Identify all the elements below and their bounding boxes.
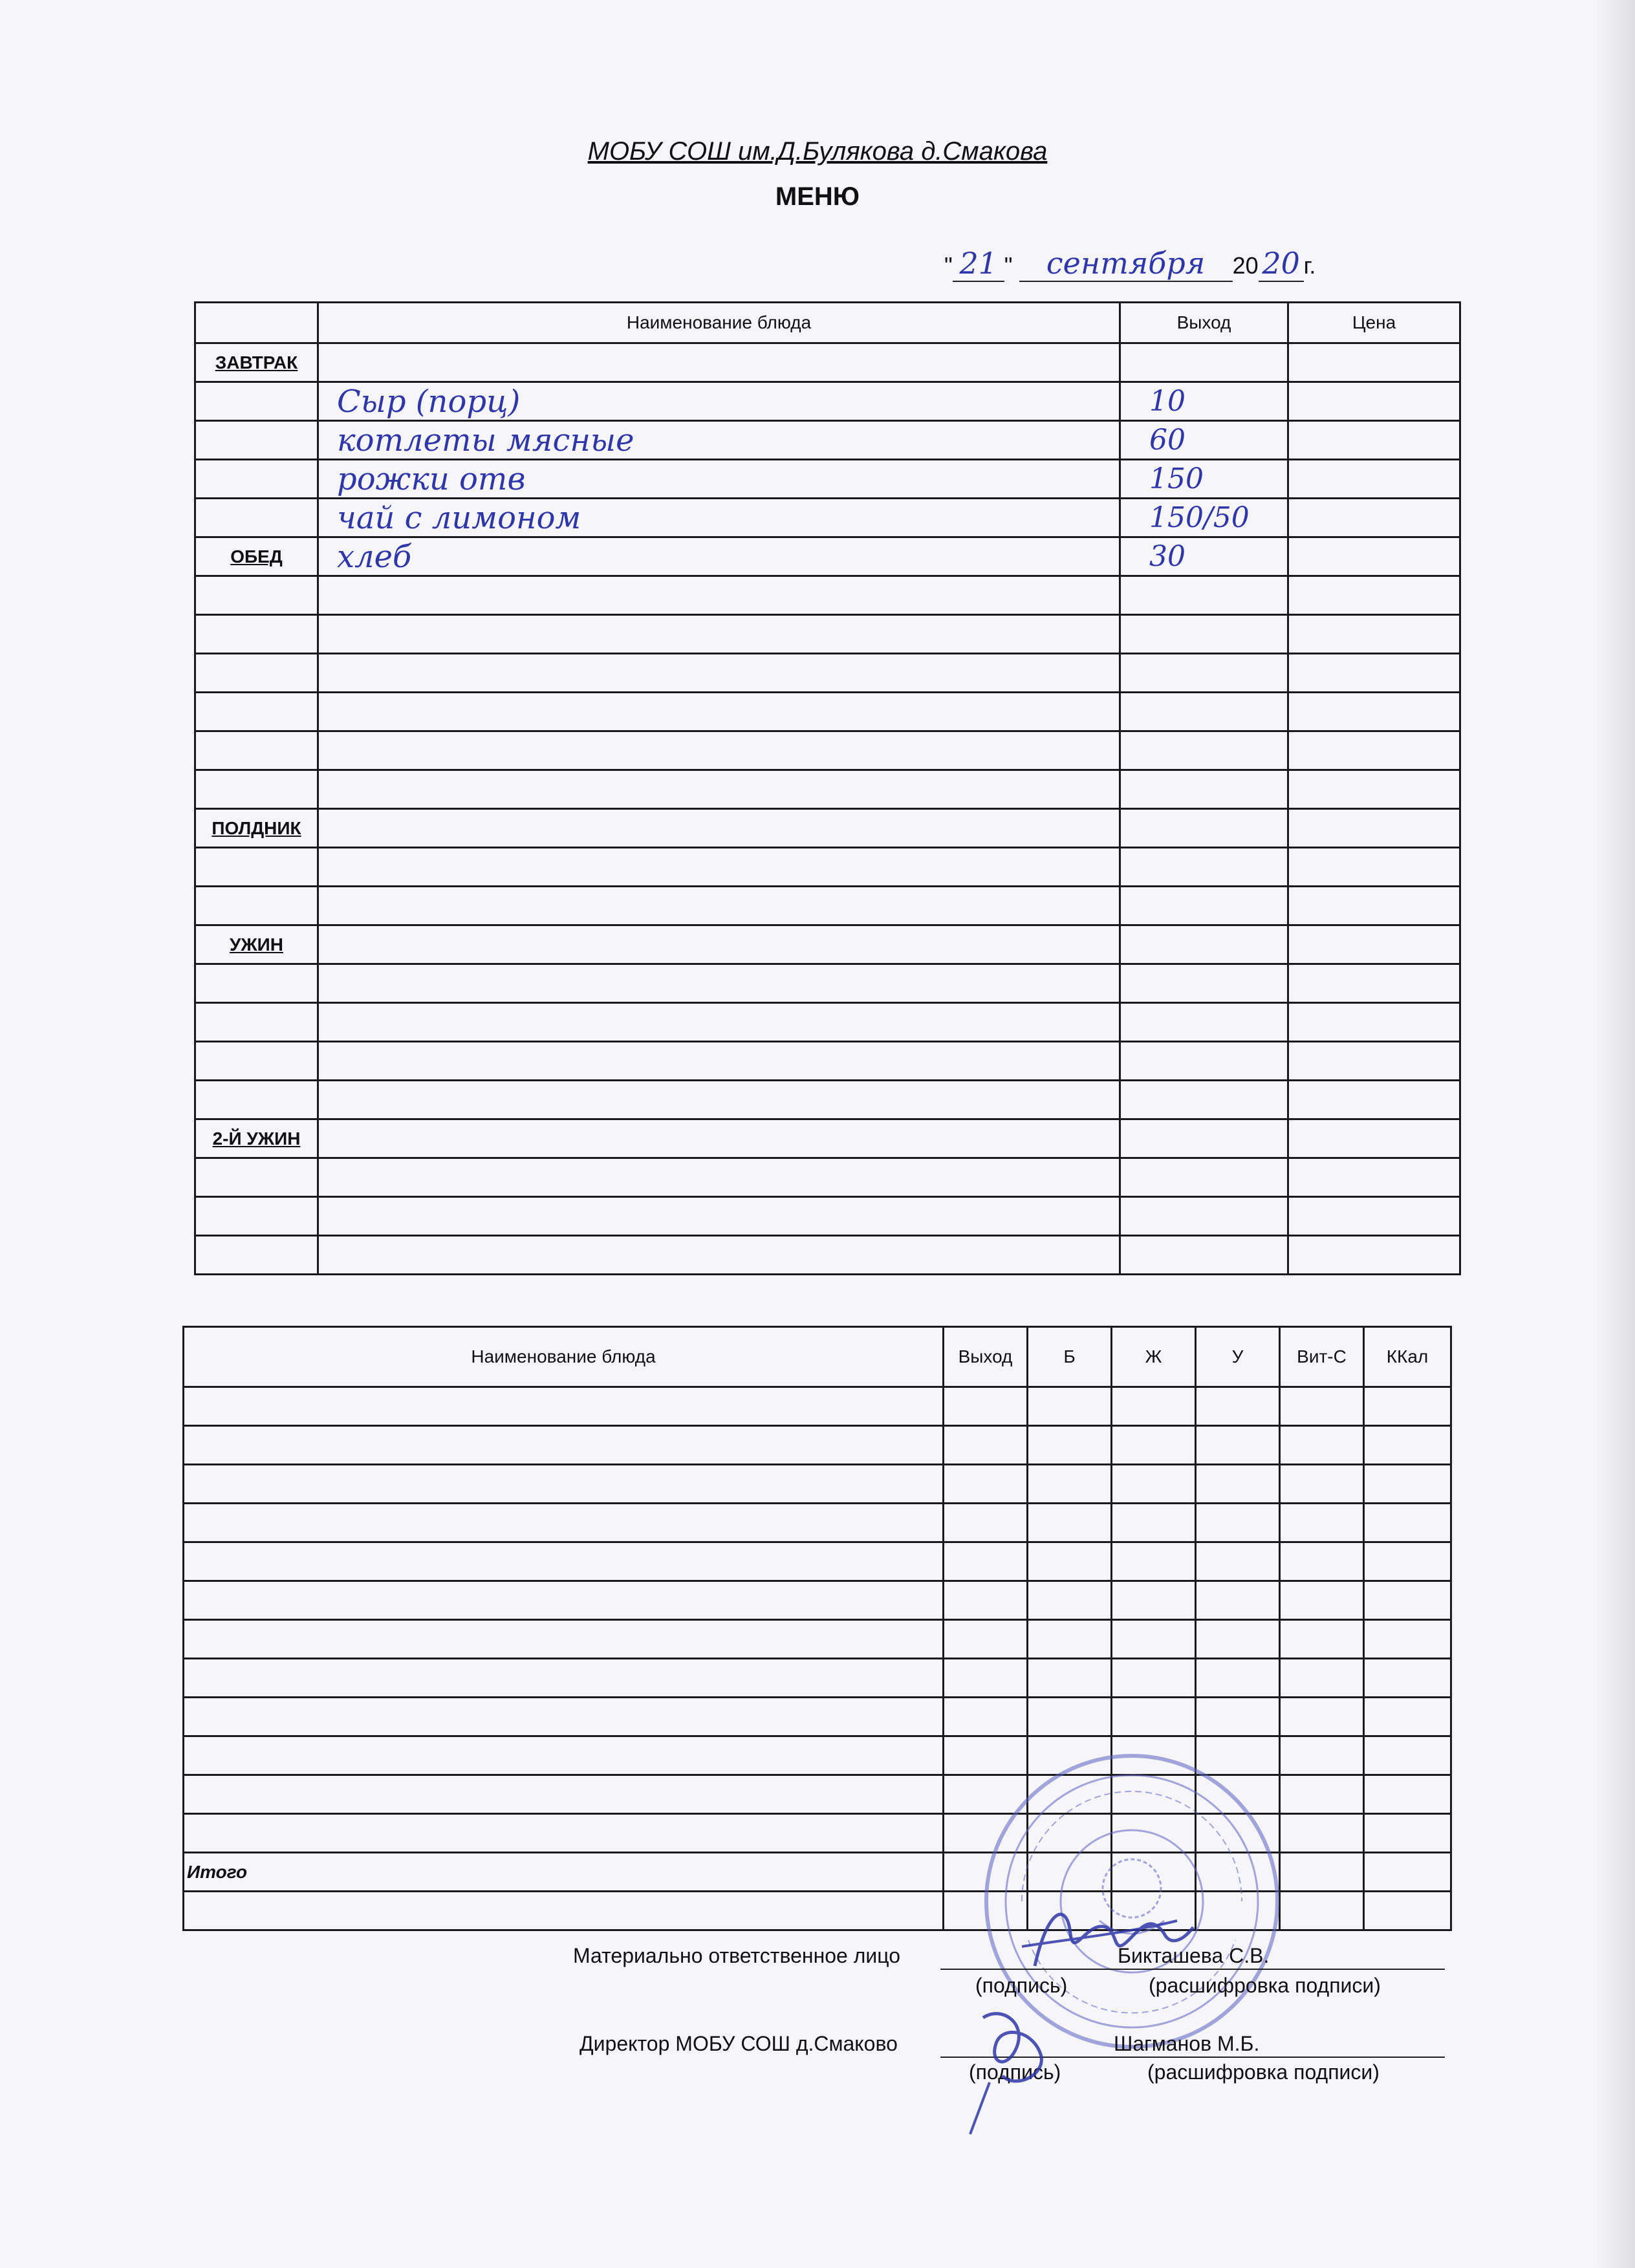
date-year-prefix: 20: [1232, 252, 1259, 279]
nutrition-header-kcal: ККал: [1364, 1327, 1451, 1387]
dish-output: 10: [1120, 382, 1288, 421]
director-name: Шагманов М.Б.: [1114, 2032, 1260, 2055]
nutrition-header-protein: Б: [1028, 1327, 1112, 1387]
table-row: [195, 1236, 1460, 1275]
date-year-suffix: 20: [1259, 246, 1304, 282]
menu-table: [194, 301, 1461, 1275]
signature-icon: [1009, 1895, 1203, 1985]
table-row: [195, 770, 1460, 809]
dish-output: 150/50: [1120, 499, 1288, 537]
meal-label-breakfast: ЗАВТРАК: [195, 343, 318, 382]
table-row: [195, 1081, 1460, 1119]
director-signature-caption: (подпись): [969, 2060, 1061, 2084]
table-row: [195, 887, 1460, 925]
dish-name: хлеб: [318, 537, 1120, 576]
total-label: Итого: [184, 1853, 944, 1892]
meal-label-second-dinner: 2-Й УЖИН: [195, 1119, 318, 1158]
table-row: [195, 1003, 1460, 1042]
responsible-person-name: Бикташева С.В.: [1118, 1944, 1270, 1967]
table-row: [195, 731, 1460, 770]
menu-header-blank: [195, 303, 318, 343]
nutrition-header-fat: Ж: [1112, 1327, 1196, 1387]
nutrition-header-dish: Наименование блюда: [184, 1327, 944, 1387]
table-row: [195, 1158, 1460, 1197]
director-label: Директор МОБУ СОШ д.Смаково: [579, 2032, 898, 2055]
date-month: сентября: [1019, 246, 1233, 282]
menu-header-price: Цена: [1288, 303, 1460, 343]
table-row: [184, 1387, 1451, 1426]
table-row: [184, 1581, 1451, 1620]
date-open-quote: ": [944, 252, 953, 279]
director-decode-caption: (расшифровка подписи): [1147, 2060, 1380, 2084]
meal-label-dinner: УЖИН: [195, 925, 318, 964]
table-row: [195, 654, 1460, 693]
date-close-quote: ": [1004, 252, 1013, 279]
signature-icon: [944, 1998, 1074, 2141]
responsible-signature-caption: (подпись): [975, 1974, 1068, 1997]
table-row: [195, 499, 1460, 537]
meal-label-lunch: ОБЕД: [195, 537, 318, 576]
table-row: [184, 1620, 1451, 1659]
dish-output: 60: [1120, 421, 1288, 460]
table-row: [195, 382, 1460, 421]
table-row: [184, 1659, 1451, 1698]
table-row: [195, 460, 1460, 499]
table-row: [195, 925, 1460, 964]
table-row: [195, 848, 1460, 887]
dish-name: котлеты мясные: [318, 421, 1120, 460]
dish-output: 30: [1120, 537, 1288, 576]
table-row: [195, 1042, 1460, 1081]
nutrition-header-row: [184, 1327, 1451, 1387]
scan-edge-shadow: [1596, 0, 1635, 2268]
dish-name: чай с лимоном: [318, 499, 1120, 537]
dish-name: рожки отв: [318, 460, 1120, 499]
dish-output: 150: [1120, 460, 1288, 499]
dish-name: Сыр (порц): [318, 382, 1120, 421]
menu-date: [944, 246, 1316, 282]
table-row: [195, 1119, 1460, 1158]
table-row: [195, 576, 1460, 615]
table-row: [195, 809, 1460, 848]
table-row: [195, 537, 1460, 576]
menu-header-dish: Наименование блюда: [318, 303, 1120, 343]
table-row: [195, 615, 1460, 654]
table-row: [184, 1542, 1451, 1581]
responsible-decode-caption: (расшифровка подписи): [1149, 1974, 1381, 1997]
nutrition-header-carbs: У: [1196, 1327, 1280, 1387]
table-row: [195, 1197, 1460, 1236]
responsible-person-label: Материально ответственное лицо: [573, 1944, 901, 1967]
table-row: [184, 1465, 1451, 1504]
table-row: [195, 343, 1460, 382]
meal-label-snack: ПОЛДНИК: [195, 809, 318, 848]
school-name: МОБУ СОШ им.Д.Булякова д.Смакова: [587, 137, 1048, 166]
nutrition-header-output: Выход: [944, 1327, 1028, 1387]
date-suffix: г.: [1303, 252, 1316, 279]
table-row: [195, 693, 1460, 731]
table-row: [184, 1698, 1451, 1736]
nutrition-header-vitamin-c: Вит-С: [1280, 1327, 1364, 1387]
menu-header-row: [195, 303, 1460, 343]
table-row: [195, 964, 1460, 1003]
page-title: МЕНЮ: [775, 182, 860, 211]
table-row: [184, 1426, 1451, 1465]
date-day: 21: [953, 246, 1004, 282]
table-row: [195, 421, 1460, 460]
table-row: [184, 1504, 1451, 1542]
menu-header-output: Выход: [1120, 303, 1288, 343]
